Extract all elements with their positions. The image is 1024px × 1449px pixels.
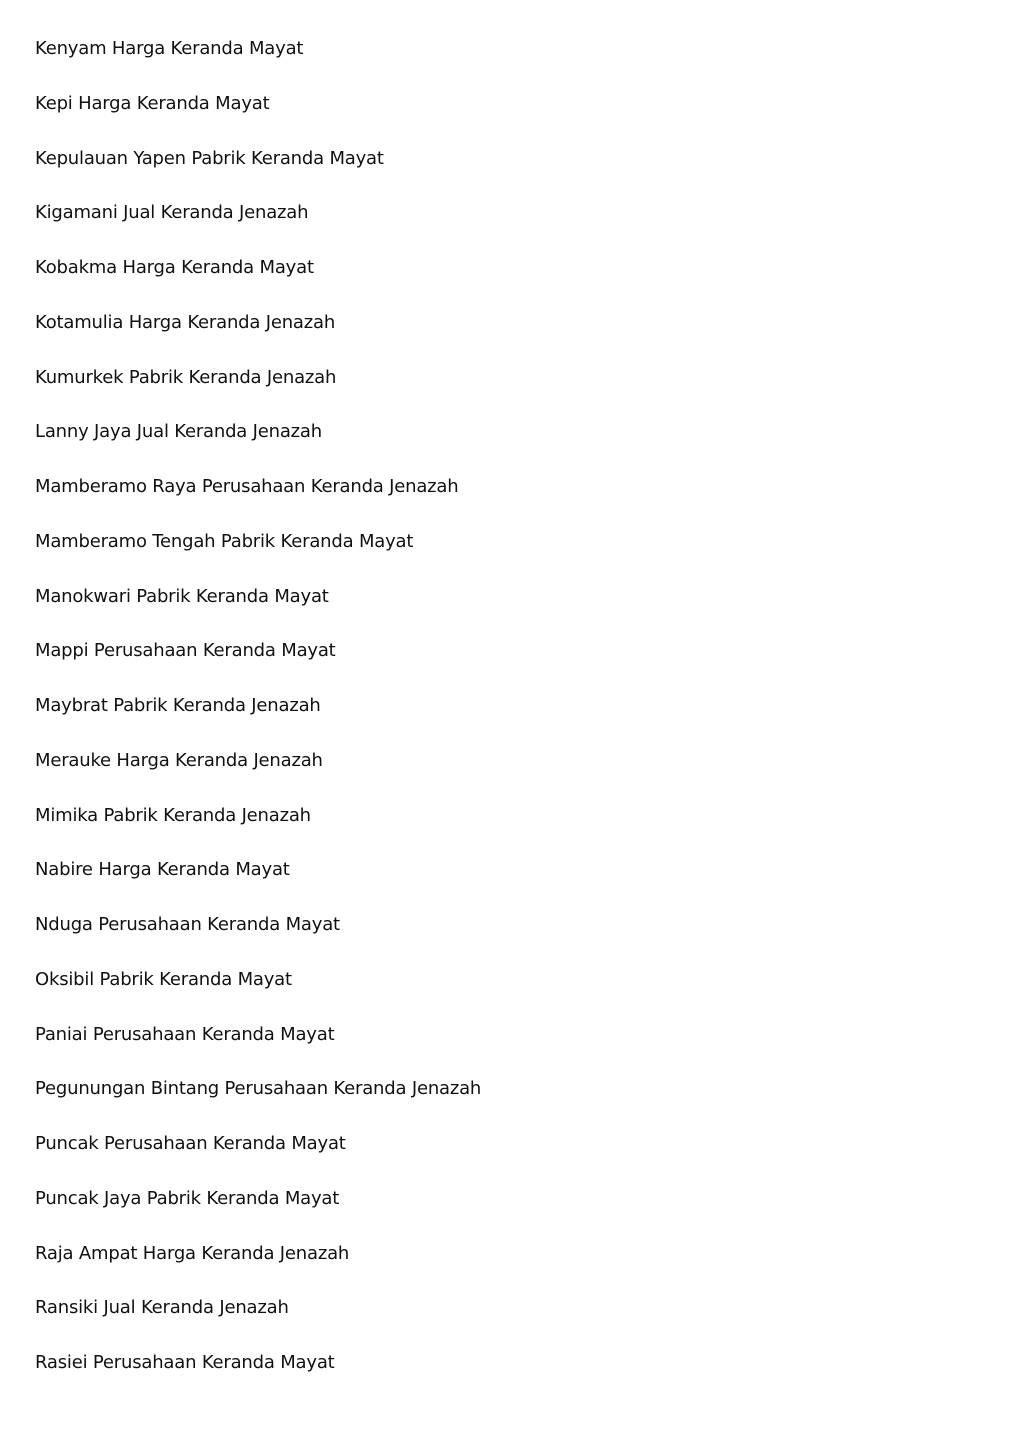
list-item: Kigamani Jual Keranda Jenazah xyxy=(35,202,309,224)
list-item: Kepi Harga Keranda Mayat xyxy=(35,92,270,114)
list-item: Maybrat Pabrik Keranda Jenazah xyxy=(35,695,321,716)
list-item: Puncak Perusahaan Keranda Mayat xyxy=(35,1133,346,1154)
list-item: Mimika Pabrik Keranda Jenazah xyxy=(35,804,311,826)
list-item: Puncak Jaya Pabrik Keranda Mayat xyxy=(35,1187,340,1209)
list-item: Oksibil Pabrik Keranda Mayat xyxy=(35,968,292,990)
list-item: Mamberamo Raya Perusahaan Keranda Jenazah xyxy=(35,476,459,497)
list-item: Rasiei Perusahaan Keranda Mayat xyxy=(35,1352,335,1373)
list-item: Mamberamo Tengah Pabrik Keranda Mayat xyxy=(35,530,414,552)
list-item: Pegunungan Bintang Perusahaan Keranda Jenazah xyxy=(35,1078,482,1100)
keyword-list xyxy=(35,37,481,1406)
list-item: Kepulauan Yapen Pabrik Keranda Mayat xyxy=(35,147,384,169)
list-item: Merauke Harga Keranda Jenazah xyxy=(35,749,323,771)
list-item: Kenyam Harga Keranda Mayat xyxy=(35,38,304,59)
list-item: Lanny Jaya Jual Keranda Jenazah xyxy=(35,421,322,443)
list-item: Kobakma Harga Keranda Mayat xyxy=(35,257,314,278)
list-item: Kotamulia Harga Keranda Jenazah xyxy=(35,311,336,333)
list-item: Raja Ampat Harga Keranda Jenazah xyxy=(35,1242,350,1264)
list-item: Nabire Harga Keranda Mayat xyxy=(35,859,290,881)
list-item: Manokwari Pabrik Keranda Mayat xyxy=(35,585,329,607)
list-item: Kumurkek Pabrik Keranda Jenazah xyxy=(35,366,337,388)
list-item: Mappi Perusahaan Keranda Mayat xyxy=(35,640,336,662)
list-item: Paniai Perusahaan Keranda Mayat xyxy=(35,1023,335,1045)
list-item: Nduga Perusahaan Keranda Mayat xyxy=(35,914,340,935)
list-item: Ransiki Jual Keranda Jenazah xyxy=(35,1297,289,1319)
